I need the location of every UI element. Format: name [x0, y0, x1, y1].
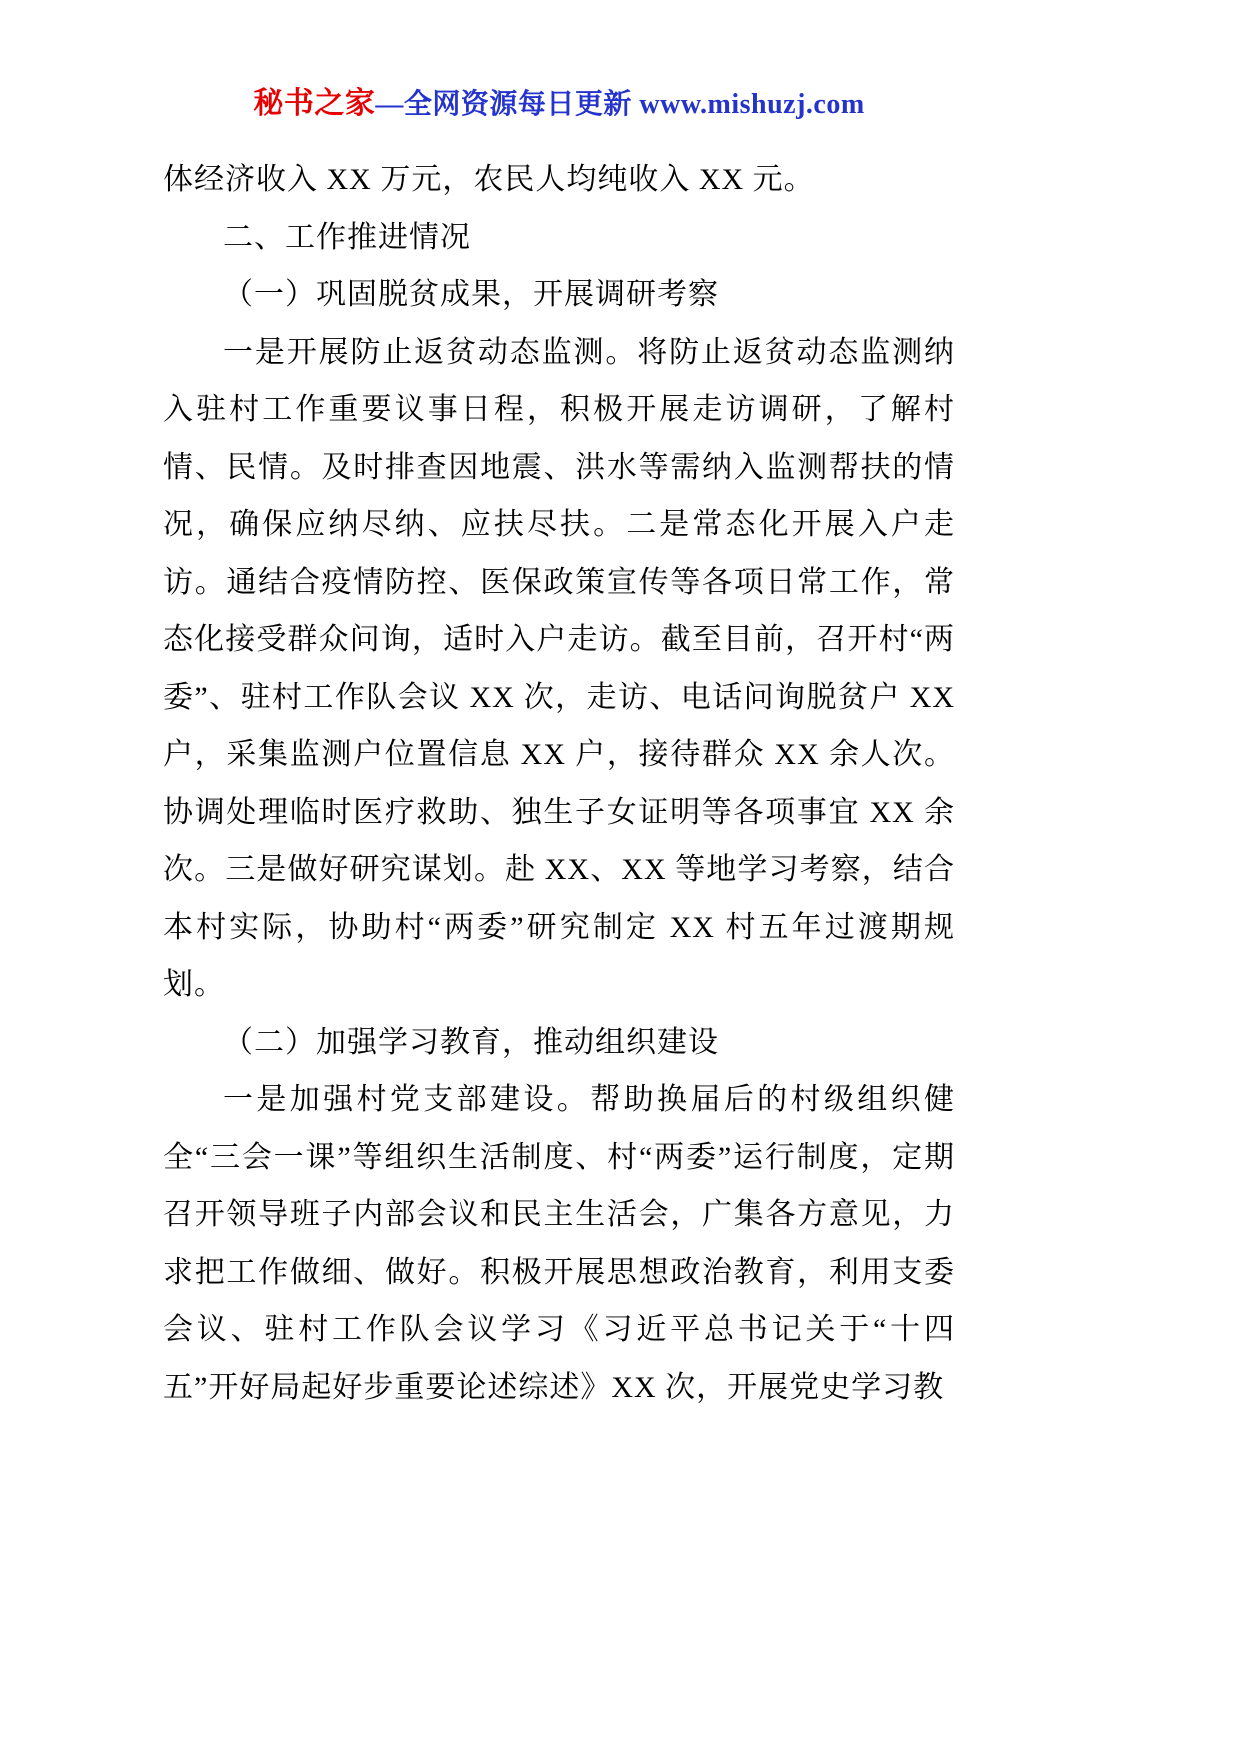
site-header [163, 84, 955, 125]
paragraph-party-branch-building: 一是加强村党支部建设。帮助换届后的村级组织健全“三会一课”等组织生活制度、村“两委”运行制度，定期召开领导班子内部会议和民主生活会，广集各方意见，力求把工作做细、做好。积极开展思想政治教育，利用支委会议、驻村工作队会议学习《习近平总书记关于“十四五”开好局起好步重要论述综述》XX 次，开展党史学习教 [163, 1083, 955, 1404]
paragraph-monitoring-and-visits: 一是开展防止返贫动态监测。将防止返贫动态监测纳入驻村工作重要议事日程，积极开展走访调研，了解村情、民情。及时排查因地震、洪水等需纳入监测帮扶的情况，确保应纳尽纳、应扶尽扶。二是常态化开展入户走访。通结合疫情防控、医保政策宣传等各项日常工作，常态化接受群众问询，适时入户走访。截至目前，召开村“两委”、驻村工作队会议 XX 次，走访、电话问询脱贫户 XX 户，采集监测户位置信息 XX 户，接待群众 XX 余人次。协调处理临时医疗救助、独生子女证明等各项事宜 XX 余次。三是做好研究谋划。赴 XX、XX 等地学习考察，结合本村实际，协助村“两委”研究制定 XX 村五年过渡期规划。 [163, 335, 955, 1001]
subsection-heading-consolidate-poverty-results: （一）巩固脱贫成果，开展调研考察 [223, 278, 719, 311]
subsection-heading-learning-education: （二）加强学习教育，推动组织建设 [223, 1025, 719, 1059]
site-url: www.mishuzj.com [639, 89, 865, 120]
document-content [163, 84, 955, 1416]
site-tagline: —全网资源每日更新 [375, 89, 640, 120]
document-body [163, 151, 955, 1416]
paragraph-continuation: 体经济收入 XX 万元，农民人均纯收入 XX 元。 [163, 163, 815, 196]
site-brand: 秘书之家 [253, 87, 376, 120]
section-heading-work-progress: 二、工作推进情况 [223, 220, 471, 254]
